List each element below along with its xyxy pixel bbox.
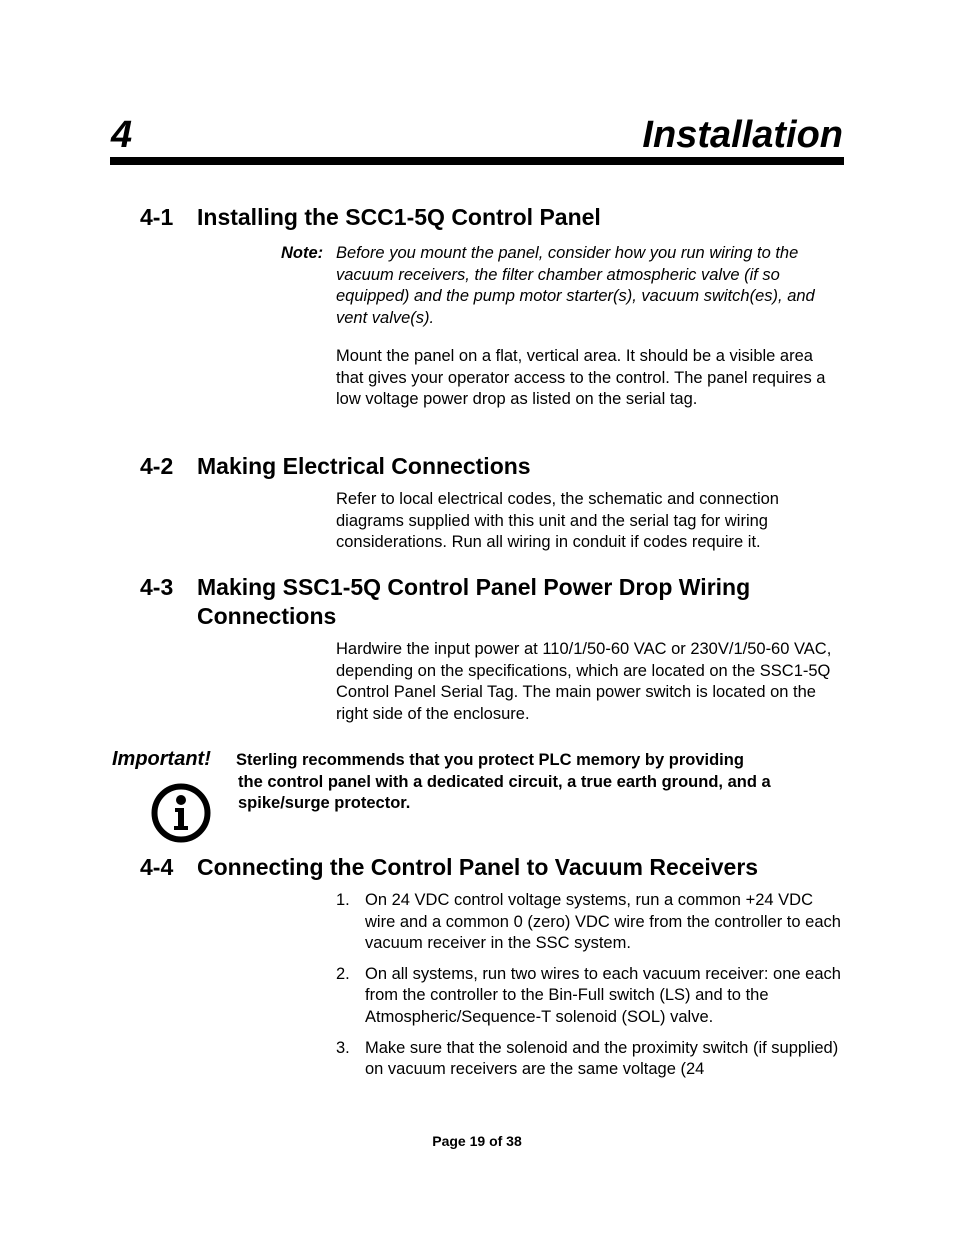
info-icon	[151, 783, 211, 843]
step-text: On 24 VDC control voltage systems, run a common +24 VDC wire and a common 0 (zero) VDC wire from the controller to each vacuum receiver in the SSC system.	[365, 891, 841, 953]
chapter-number: 4	[111, 114, 133, 156]
step-number: 1.	[336, 891, 350, 909]
important-line-1: Sterling recommends that you protect PLC memory by providing	[236, 751, 744, 769]
important-text	[236, 750, 836, 815]
section-title: Connecting the Control Panel to Vacuum Receivers	[197, 854, 759, 880]
section-title: Making Electrical Connections	[197, 453, 531, 479]
page-number: Page 19 of 38	[432, 1133, 522, 1149]
note-label: Note:	[281, 244, 324, 262]
paragraph-electrical: Refer to local electrical codes, the schematic and connection diagrams supplied with this unit and the serial tag for wiring considerations. Run all wiring in conduit if codes require it.	[336, 490, 779, 552]
list-item	[336, 890, 842, 955]
paragraph-mount: Mount the panel on a flat, vertical area. It should be a visible area that gives your operator access to the control. The panel requires a low voltage power drop as listed on the serial tag.	[336, 347, 826, 409]
section-heading-4-4	[140, 853, 840, 882]
chapter-title: Installation	[642, 114, 843, 156]
step-number: 2.	[336, 964, 350, 983]
important-label: Important!	[112, 748, 211, 770]
section-number: 4-2	[140, 453, 174, 479]
step-text: Make sure that the solenoid and the proximity switch (if supplied) on vacuum receivers are the same voltage (24	[365, 1038, 839, 1079]
chapter-rule	[110, 157, 844, 165]
paragraph-power: Hardwire the input power at 110/1/50-60 VAC or 230V/1/50-60 VAC, depending on the specifications, which are located on the SSC1-5Q Control Panel Serial Tag. The main power switch is located on the right side of the enclosure.	[336, 640, 832, 723]
steps-list	[336, 890, 842, 1090]
section-number: 4-3	[140, 574, 174, 600]
list-item	[336, 1038, 842, 1081]
section-heading-4-2	[140, 452, 840, 481]
section-title: Installing the SCC1-5Q Control Panel	[197, 204, 601, 230]
section-heading-4-1	[140, 203, 840, 232]
step-number: 3.	[336, 1038, 350, 1057]
section-title: Making SSC1-5Q Control Panel Power Drop Wiring Connections	[197, 574, 751, 629]
section-number: 4-1	[140, 204, 174, 230]
note-text: Before you mount the panel, consider how you run wiring to the vacuum receivers, the filter chamber atmospheric valve (if so equipped) and the pump motor starter(s), vacuum switch(es), and vent valve(s).	[336, 244, 815, 327]
important-line-rest: the control panel with a dedicated circuit, a true earth ground, and a spike/surge protector.	[238, 772, 771, 813]
section-number: 4-4	[140, 854, 174, 880]
step-text: On all systems, run two wires to each vacuum receiver: one each from the controller to the Bin-Full switch (LS) and to the Atmospheric/Sequence-T solenoid (SOL) valve.	[365, 964, 841, 1026]
list-item	[336, 964, 842, 1029]
section-heading-4-3	[140, 573, 840, 631]
